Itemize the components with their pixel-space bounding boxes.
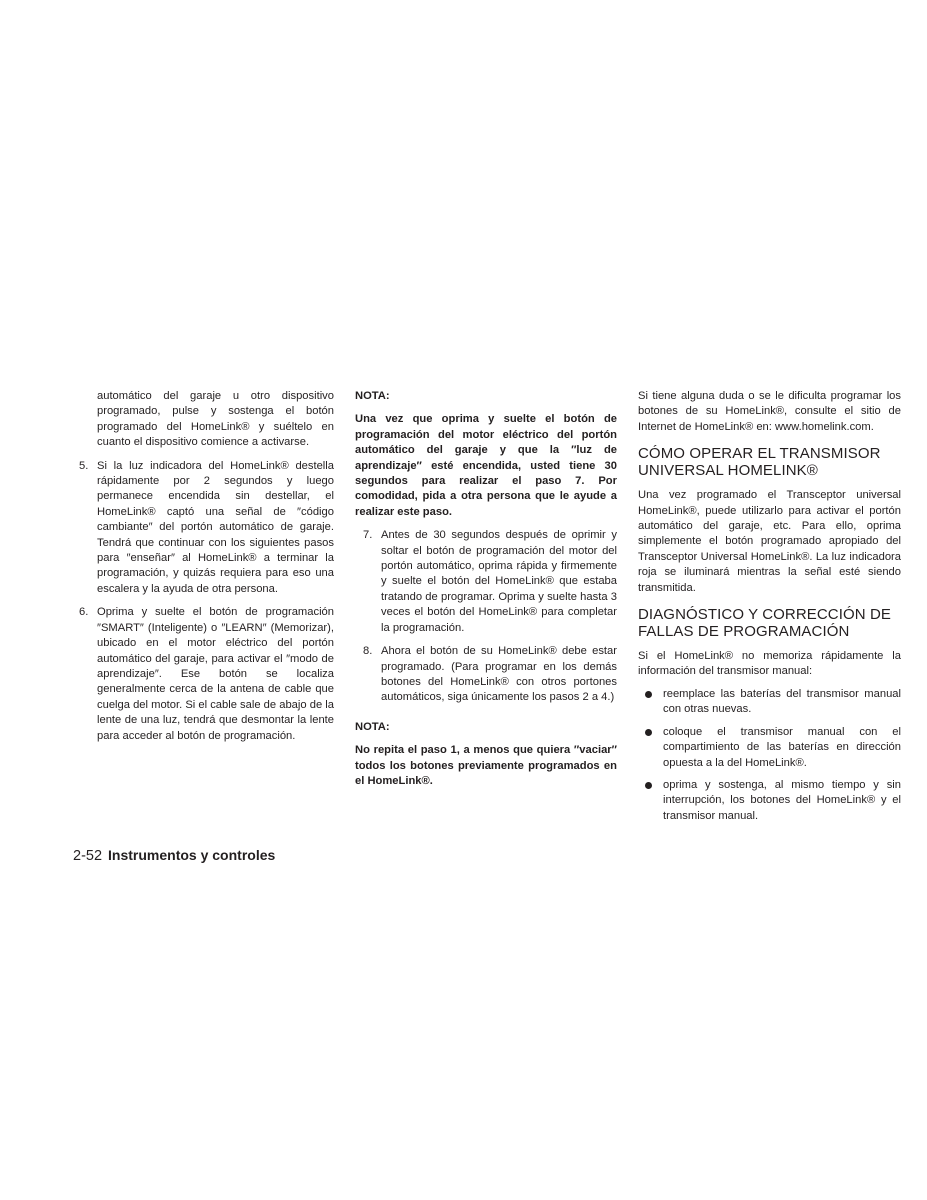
- step-text: Ahora el botón de su HomeLink® debe estar programado. (Para programar en los demás botones del HomeLink® con otros portones automáticos, siga únicamente los pasos 2 a 4.): [381, 645, 617, 704]
- operate-paragraph: Una vez programado el Transceptor universal HomeLink®, puede utilizarlo para activar el portón automático del garaje, etc. Para ello, oprima simplemente el botón programado apropiado del Transceptor Universal HomeLink®. La luz indicadora roja se iluminará mientras la señal esté siendo transmitida.: [638, 489, 901, 594]
- step-5: [79, 459, 334, 598]
- note-body: Una vez que oprima y suelte el botón de programación del motor eléctrico del portón automático del garaje y que la ″luz de aprendizaje″ esté encendida, usted tiene 30 segundos para realizar el paso 7. Por comodidad, pida a otra persona que le ayude a realizar este paso.: [355, 413, 617, 518]
- note-body: No repita el paso 1, a menos que quiera ″vaciar″ todos los botones previamente programados en el HomeLink®.: [355, 744, 617, 787]
- page-number: 2-52: [73, 848, 103, 864]
- step-number: 6.: [79, 606, 89, 619]
- step-number: 7.: [363, 529, 373, 542]
- intro-paragraph: Si tiene alguna duda o se le dificulta programar los botones de su HomeLink®, consulte el sitio de Internet de HomeLink® en: www.homelink.com.: [638, 390, 901, 433]
- step-number: 5.: [79, 459, 89, 472]
- bullet-text: coloque el transmisor manual con el compartimiento de las baterías en dirección opuesta a la del HomeLink®.: [663, 725, 901, 769]
- step-8: [355, 644, 617, 706]
- bullet-text: oprima y sostenga, al mismo tiempo y sin interrupción, los botones del HomeLink® y el transmisor manual.: [663, 778, 901, 822]
- step-number: 8.: [363, 645, 373, 658]
- right-column: [638, 389, 901, 824]
- continued-paragraph: automático del garaje u otro dispositivo programado, pulse y sostenga el botón programado del HomeLink® y suéltelo en cuanto el dispositivo comience a activarse.: [97, 390, 334, 449]
- bullet-text: reemplace las baterías del transmisor manual con otras nuevas.: [663, 687, 901, 716]
- bullet-item: [638, 778, 901, 824]
- step-7: [355, 528, 617, 636]
- note-heading: NOTA:: [355, 390, 390, 402]
- section-heading-operate: CÓMO OPERAR EL TRANSMISOR UNIVERSAL HOMELINK®: [638, 445, 881, 480]
- left-column: [79, 389, 334, 744]
- step-text: Si la luz indicadora del HomeLink® destella rápidamente por 2 segundos y luego permanece encendida sin destellar, el HomeLink® captó una señal de ″código cambiante″ del portón automático de garaje. Tendrá que continuar con los siguientes pasos para ″enseñar″ al HomeLink® a terminar la programación, y quizás requiera para eso una escalera y la ayuda de otra persona.: [97, 459, 334, 595]
- middle-column: [355, 389, 617, 795]
- bullet-item: [638, 725, 901, 771]
- bullet-icon: [645, 782, 652, 789]
- section-title: Instrumentos y controles: [108, 847, 276, 863]
- step-text: Antes de 30 segundos después de oprimir y soltar el botón de programación del motor del portón automático, oprima rápida y firmemente y suelte el botón del HomeLink® que estaba tratando de programar. Oprima y suelte hasta 3 veces el botón del HomeLink® para completar la programación.: [381, 529, 617, 634]
- note-heading: NOTA:: [355, 720, 390, 733]
- step-6: [79, 605, 334, 744]
- bullet-icon: [645, 691, 652, 698]
- diagnosis-paragraph: Si el HomeLink® no memoriza rápidamente la información del transmisor manual:: [638, 650, 901, 678]
- bullet-icon: [645, 729, 652, 736]
- section-heading-diagnosis: DIAGNÓSTICO Y CORRECCIÓN DE FALLAS DE PROGRAMACIÓN: [638, 606, 892, 641]
- bullet-item: [638, 687, 901, 718]
- page-footer: [73, 846, 275, 865]
- step-text: Oprima y suelte el botón de programación ″SMART″ (Inteligente) o ″LEARN″ (Memorizar), ubicado en el motor eléctrico del portón automático del garaje, para activar el ″modo de aprendizaje″. Ese botón se localiza generalmente cerca de la antena de cable que cuelga del motor. Si el cable sale de abajo de la lente de una luz, tendrá que desmontar la lente para acceder al botón de programación.: [97, 606, 334, 742]
